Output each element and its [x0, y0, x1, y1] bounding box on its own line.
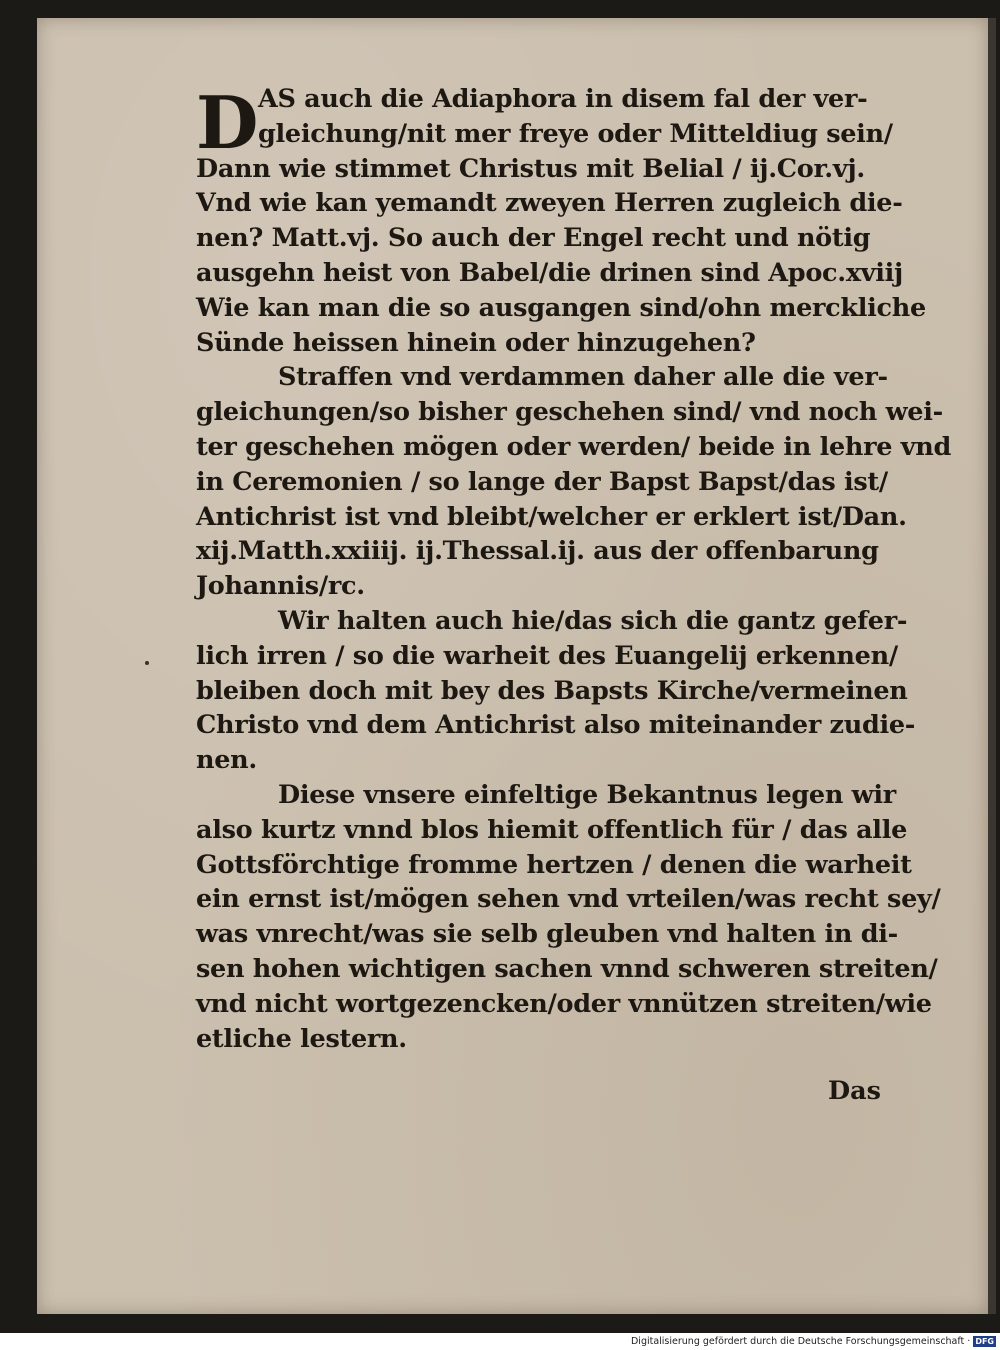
catchword: Das — [828, 1076, 881, 1106]
text-line: nen. — [196, 745, 257, 776]
text-line: ein ernst ist/mögen sehen vnd vrteilen/was recht sey/ — [196, 884, 941, 915]
text-line: sen hohen wichtigen sachen vnnd schweren streiten/ — [196, 953, 938, 984]
text-line: lich irren / so die warheit des Euangelij erkennen/ — [196, 640, 898, 671]
text-line: in Ceremonien / so lange der Bapst Bapst/das ist/ — [196, 466, 888, 497]
text-line: xij.Matth.xxiiij. ij.Thessal.ij. aus der offenbarung — [196, 536, 879, 567]
text-line: also kurtz vnnd blos hiemit offentlich für / das alle — [196, 814, 908, 845]
page-edge — [988, 18, 996, 1314]
text-line: was vnrecht/was sie selb gleuben vnd halten in di- — [196, 919, 898, 950]
text-line: Vnd wie kan yemandt zweyen Herren zugleich die- — [196, 188, 903, 219]
text-line: Antichrist ist vnd bleibt/welcher er erklert ist/Dan. — [196, 501, 907, 532]
drop-cap-initial: D — [196, 80, 259, 165]
text-line: Straffen vnd verdammen daher alle die ver- — [278, 362, 888, 393]
text-line: Gottsförchtige fromme hertzen / denen die warheit — [196, 849, 912, 880]
body-text — [196, 82, 952, 1056]
paper-speck — [145, 661, 149, 665]
text-line: Dann wie stimmet Christus mit Belial / ij.Cor.vj. — [196, 153, 865, 184]
text-line: etliche lestern. — [196, 1023, 407, 1054]
dfg-logo: DFG — [975, 1337, 994, 1346]
funding-notice: Digitalisierung gefördert durch die Deutsche Forschungsgemeinschaft · — [630, 1336, 971, 1347]
text-line: vnd nicht wortgezencken/oder vnnützen streiten/wie — [196, 988, 932, 1019]
text-line: ter geschehen mögen oder werden/ beide in lehre vnd — [196, 431, 952, 462]
text-line: Sünde heissen hinein oder hinzugehen? — [196, 327, 756, 358]
text-line: nen? Matt.vj. So auch der Engel recht und nötig — [196, 223, 871, 254]
text-line: Christo vnd dem Antichrist also miteinander zudie- — [196, 710, 916, 741]
text-line: Wie kan man die so ausgangen sind/ohn merckliche — [196, 292, 926, 323]
text-line: ausgehn heist von Babel/die drinen sind Apoc.xviij — [196, 257, 903, 288]
text-line: Johannis/rc. — [196, 571, 365, 602]
text-line: bleiben doch mit bey des Bapsts Kirche/vermeinen — [196, 675, 908, 706]
text-line: Diese vnsere einfeltige Bekantnus legen wir — [278, 779, 896, 810]
text-line: AS auch die Adiaphora in disem fal der ver- — [258, 84, 868, 114]
digitization-footer — [0, 1333, 1000, 1350]
text-line: Wir halten auch hie/das sich die gantz gefer- — [278, 605, 908, 636]
text-line: gleichungen/so bisher geschehen sind/ vnd noch wei- — [196, 397, 943, 428]
text-line: gleichung/nit mer freye oder Mitteldiug sein/ — [258, 118, 893, 149]
